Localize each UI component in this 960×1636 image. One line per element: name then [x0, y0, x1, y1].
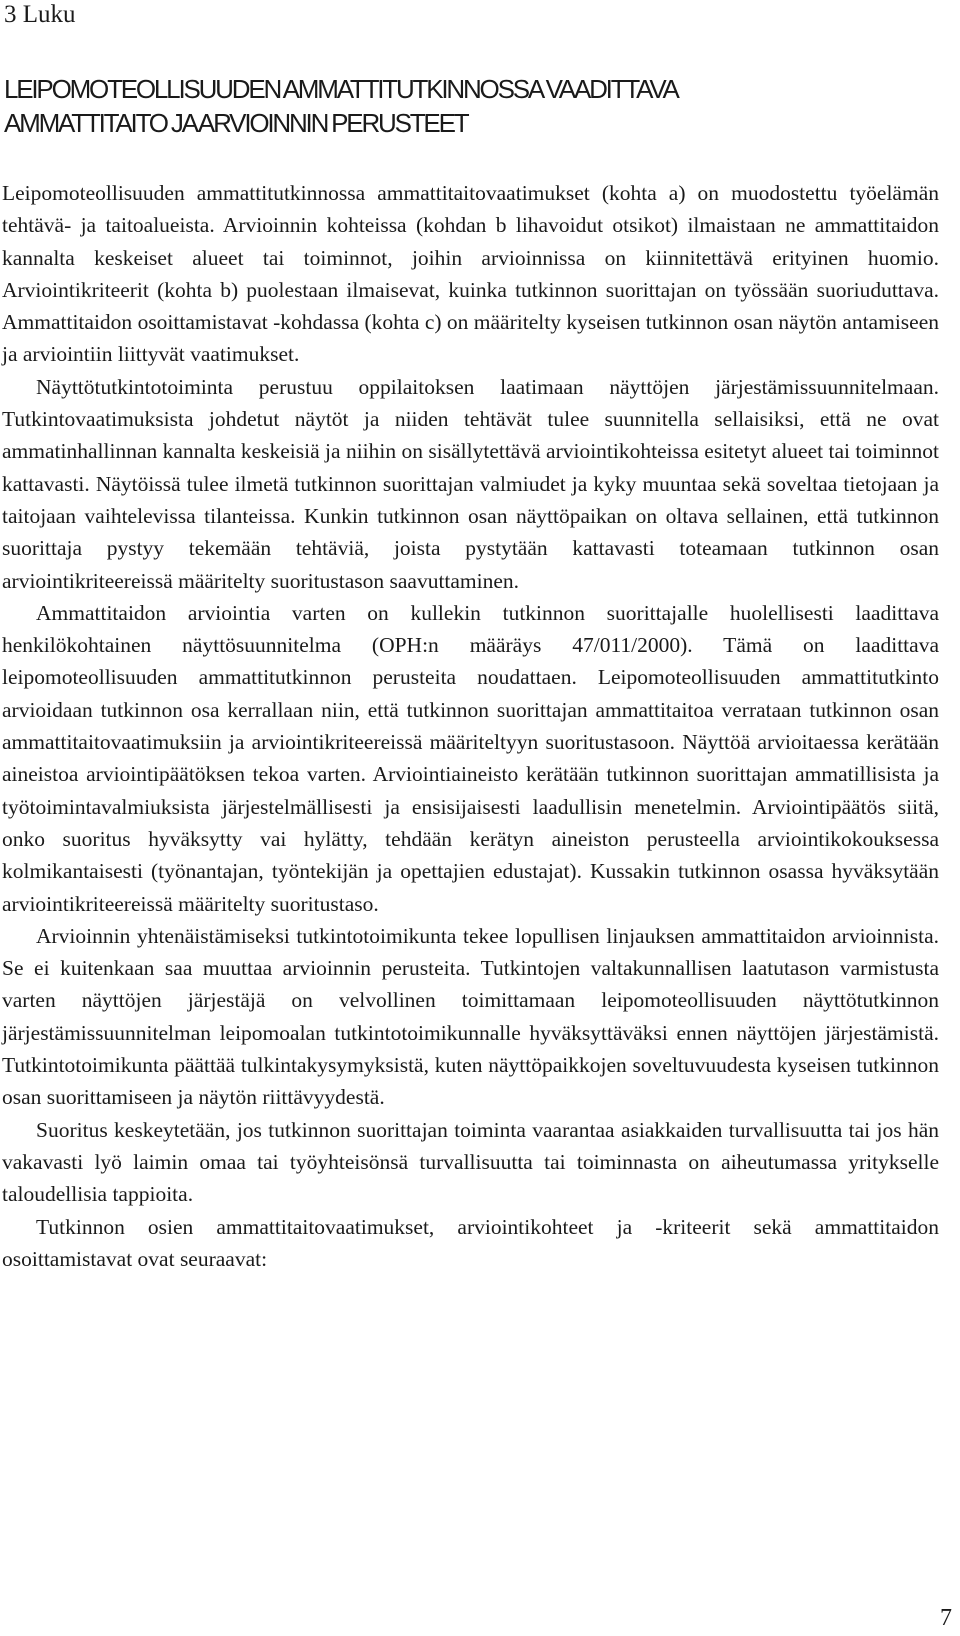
paragraph-4: Arvioinnin yhtenäistämiseksi tutkintotoimikunta tekee lopullisen linjauksen ammattitaidon arvioinnista. Se ei kuitenkaan saa muuttaa arvioinnin perusteita. Tutkintojen valtakunnallisen laatutason varmistusta varten näyttöjen järjestäjä on velvollinen toimittamaan leipomoteollisuuden näyttötutkinnon järjestämissuunnitelman leipomoalan tutkintotoimikunnalle hyväksyttäväksi ennen näyttöjen järjestämistä. Tutkintotoimikunta päättää tulkintakysymyksistä, kuten näyttöpaikkojen soveltuvuudesta kyseisen tutkinnon osan suorittamiseen ja näytön riittävyydestä.: [2, 923, 939, 1110]
section-title: [4, 72, 954, 140]
paragraph-3: Ammattitaidon arviointia varten on kullekin tutkinnon suorittajalle huolellisesti laadittava henkilökohtainen näyttösuunnitelma (OPH:n määräys 47/011/2000). Tämä on laadittava leipomoteollisuuden ammattitutkinnon perusteita noudattaen. Leipomoteollisuuden ammattitutkinto arvioidaan tutkinnon osa kerrallaan niin, että tutkinnon suorittajan ammattitaitoa verrataan tutkinnon osan ammattitaitovaatimuksiin ja arviointikriteereissä määriteltyyn suoritustasoon. Näyttöä arvioitaessa kerätään aineistoa arviointipäätöksen tekoa varten. Arviointiaineisto kerätään tutkinnon suorittajan ammatillisista ja työtoimintavalmiuksista järjestelmällisesti ja ensisijaisesti laadullisin menetelmin. Arviointipäätös siitä, onko suoritus hyväksytty vai hylätty, tehdään kerätyn aineiston perusteella arviointikokouksessa kolmikantaisesti (työnantajan, työntekijän ja opettajien edustajat). Kussakin tutkinnon osassa hyväksytään arviointikriteereissä määritelty suoritustaso.: [2, 600, 939, 916]
page-number: 7: [940, 1605, 952, 1631]
paragraph-1: Leipomoteollisuuden ammattitutkinnossa ammattitaitovaatimukset (kohta a) on muodostettu työelämän tehtävä- ja taitoalueista. Arvioinnin kohteissa (kohdan b lihavoidut otsikot) ilmaistaan ne ammattitaidon kannalta keskeiset alueet tai toiminnot, joihin arvioinnissa on kiinnitettävä erityinen huomio. Arviointikriteerit (kohta b) puolestaan ilmaisevat, kuinka tutkinnon suorittajan on työssään suoriuduttava. Ammattitaidon osoittamistavat -kohdassa (kohta c) on määritelty kyseisen tutkinnon osan näytön antamiseen ja arviointiin liittyvät vaatimukset.: [2, 181, 939, 367]
body-text: [2, 177, 939, 1275]
section-title-line-2: AMMATTITAITO JA ARVIOINNIN PERUSTEET: [4, 108, 468, 138]
chapter-heading: 3 Luku: [4, 1, 76, 28]
section-title-line-1: LEIPOMOTEOLLISUUDEN AMMATTITUTKINNOSSA VAADITTAVA: [4, 74, 678, 104]
paragraph-6: Tutkinnon osien ammattitaitovaatimukset, arviointikohteet ja -kriteerit sekä ammattitaidon osoittamistavat ovat seuraavat:: [2, 1214, 939, 1271]
paragraph-2: Näyttötutkintotoiminta perustuu oppilaitoksen laatimaan näyttöjen järjestämissuunnitelmaan. Tutkintovaatimuksista johdetut näytöt ja niiden tehtävät tulee suunnitella sellaisiksi, että ne ovat ammatinhallinnan kannalta keskeisiä ja niihin on sisällytettävä arviointikohteissa esitetyt alueet tai toiminnot kattavasti. Näytöissä tulee ilmetä tutkinnon suorittajan valmiudet ja kyky muuntaa sekä soveltaa tietojaan ja taitojaan vaihtelevissa tilanteissa. Kunkin tutkinnon osan näyttöpaikan on oltava sellainen, että tutkinnon suorittaja pystyy tekemään tehtäviä, joista pystytään kattavasti toteamaan tutkinnon osan arviointikriteereissä määritelty suoritustason saavuttaminen.: [2, 374, 939, 593]
paragraph-5: Suoritus keskeytetään, jos tutkinnon suorittajan toiminta vaarantaa asiakkaiden turvallisuutta tai jos hän vakavasti lyö laimin omaa tai työyhteisönsä turvallisuutta tai toiminnasta on aiheutumassa yritykselle taloudellisia tappioita.: [2, 1117, 939, 1207]
